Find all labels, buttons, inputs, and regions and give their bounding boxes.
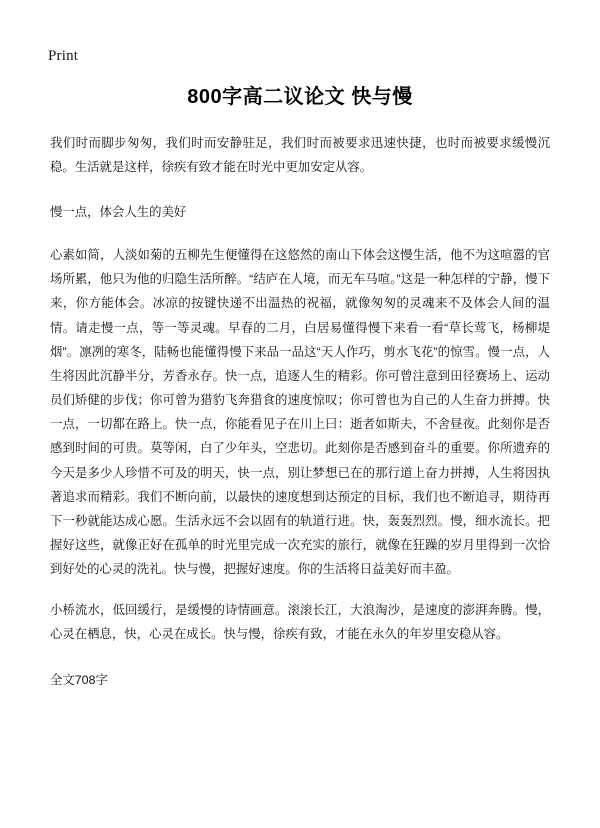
body-paragraph-2: 小桥流水，低回缓行，是缓慢的诗情画意。滚滚长江，大浪淘沙，是速度的澎湃奔腾。慢，心灵在栖息，快，心灵在成长。快与慢，徐疾有致，才能在永久的年岁里安稳从容。 — [50, 602, 550, 641]
lead-paragraph: 我们时而脚步匆匆，我们时而安静驻足，我们时而被要求迅速快捷，也时而被要求缓慢沉稳。生活就是这样，徐疾有致才能在时光中更加安定从容。 — [50, 136, 550, 175]
body-paragraph-1: 心素如简，人淡如菊的五柳先生便懂得在这悠然的南山下体会这慢生活，他不为这喧嚣的官场所累，他只为他的归隐生活所醉。“结庐在人境，而无车马喧。”这是一种怎样的宁静，慢下来，你方能体会。冰凉的按键快递不出温热的祝福，就像匆匆的灵魂来不及体会人间的温情。请走慢一点，等一等灵魂。早春的二月，白居易懂得慢下来看一看“草长莺飞，杨柳堤烟”。凛冽的寒冬，陆畅也能懂得慢下来品一品这“天人作巧，剪水飞花”的惊雪。慢一点，人生将因此沉静半分，芳香永存。快一点，追逐人生的精彩。你可曾注意到田径赛场上、运动员们矫健的步伐；你可曾为猎豹飞奔猎食的速度惊叹；你可曾也为自己的人生奋力拼搏。快一点，一切都在路上。快一点，你能看见子在川上曰：逝者如斯夫，不舍昼夜。此刻你是否感到时间的可贵。莫等闲，白了少年头，空悲切。此刻你是否感到奋斗的重要。你所遗弃的今天是多少人珍惜不可及的明天，快一点，别让梦想已在的那行道上奋力拼搏，人生将因执著追求而精彩。我们不断向前，以最快的速度想到达预定的目标，我们也不断追寻，期待再下一秒就能达成心愿。生活永远不会以固有的轨道行进。快，轰轰烈烈。慢，细水流长。把握好这些，就像正好在孤单的时光里完成一次充实的旅行，就像在狂躁的岁月里得到一次恰到好处的心灵的洗礼。快与慢，把握好速度。你的生活将日益美好而丰盈。 — [50, 247, 550, 577]
document-body — [50, 72, 550, 688]
print-button[interactable]: Print — [48, 48, 79, 64]
section-subheading: 慢一点，体会人生的美好 — [50, 205, 187, 220]
page-title: 800字高二议论文 快与慢 — [187, 86, 413, 108]
word-count-label: 全文708字 — [50, 672, 108, 687]
